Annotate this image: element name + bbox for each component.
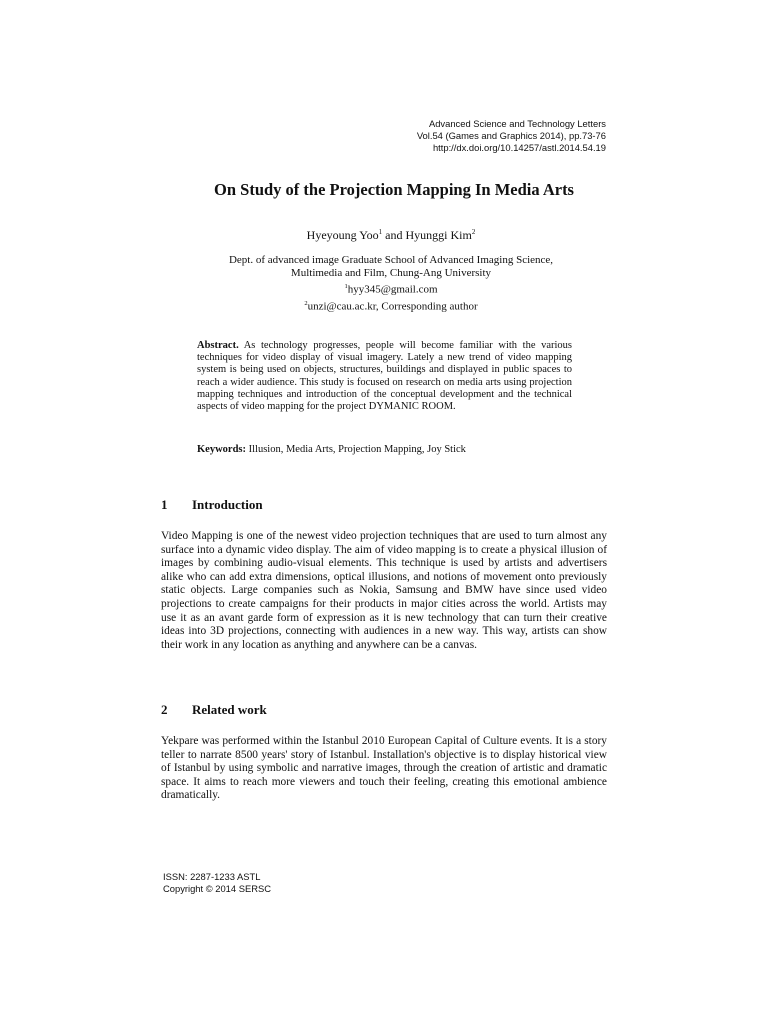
section-heading-introduction: [161, 497, 263, 513]
author-conjunction: and: [382, 228, 406, 242]
keywords: [197, 443, 577, 456]
section-heading-related-work: [161, 702, 267, 718]
keywords-label: Keywords:: [197, 444, 246, 455]
author-1-mark: 1: [378, 228, 383, 236]
author-line: [0, 228, 768, 243]
issn: ISSN: 2287-1233 ASTL: [163, 871, 261, 882]
doi-link[interactable]: http://dx.doi.org/10.14257/astl.2014.54.19: [432, 142, 606, 153]
author-1: Hyeyoung Yoo: [306, 228, 379, 242]
email-2-mark: 2: [304, 299, 308, 307]
email-1[interactable]: hyy345@gmail.com: [347, 283, 438, 296]
abstract-text: As technology progresses, people will become familiar with the various techniques for video display of visual imagery. Lately a new trend of video mapping system is being used on objects, structures, buildings and displayed in public spaces to reach a wider audience. This study is focused on research on media arts using projection mapping techniques and introduction of the conceptual development and the technical aspects of video mapping for the project DYMANIC ROOM.: [197, 340, 575, 413]
abstract-label: Abstract.: [197, 340, 239, 351]
email-line-1: [0, 280, 768, 297]
journal-name: Advanced Science and Technology Letters: [428, 118, 606, 129]
page-footer: [163, 871, 271, 895]
journal-header: [417, 118, 606, 154]
section-number: 1: [161, 497, 168, 512]
email-line-2: [0, 297, 768, 314]
section-number: 2: [161, 702, 168, 717]
section-title: Related work: [192, 702, 267, 717]
journal-volume: Vol.54 (Games and Graphics 2014), pp.73-76: [416, 130, 606, 141]
author-2-mark: 2: [471, 228, 476, 236]
introduction-paragraph: Video Mapping is one of the newest video projection techniques that are used to turn almost any surface into a dynamic video display. The aim of video mapping is to create a physical illusion of images by combining audio-visual elements. This technique is used by artists and advertisers alike who can add extra dimensions, optical illusions, and notions of movement onto previously static objects. Large companies such as Nokia, Samsung and BMW have since used video projections to create campaigns for their products in major cities across the world. Artists may use it as an avant garde form of expression as it is new technology that can turn their creative ideas into 3D projections, connecting with audiences in a new way. This way, artists can show their work in any location as anything and anywhere can be a canvas.: [161, 530, 607, 651]
abstract: [197, 340, 575, 413]
paper-title: On Study of the Projection Mapping In Media Arts: [214, 180, 574, 199]
keywords-text: Illusion, Media Arts, Projection Mapping, Joy Stick: [246, 444, 466, 455]
copyright: Copyright © 2014 SERSC: [163, 883, 272, 894]
related-work-paragraph: Yekpare was performed within the Istanbul 2010 European Capital of Culture events. It is a story teller to narrate 8500 years' story of Istanbul. Installation's objective is to display historical view of Istanbul by using symbolic and narrative images, through the creation of artistic and dramatic space. It aims to reach more viewers and touch their feeling, creating this emotional ambience dramatically.: [161, 735, 607, 802]
affiliation-line-2: Multimedia and Film, Chung-Ang University: [290, 267, 492, 279]
email-1-mark: 1: [344, 283, 348, 290]
affiliation-line-1: Dept. of advanced image Graduate School of Advanced Imaging Science,: [228, 254, 554, 266]
section-title: Introduction: [192, 497, 263, 512]
email-2[interactable]: unzi@cau.ac.kr, Corresponding author: [307, 300, 478, 313]
author-2: Hyunggi Kim: [405, 228, 472, 242]
affiliation-block: [0, 254, 768, 313]
